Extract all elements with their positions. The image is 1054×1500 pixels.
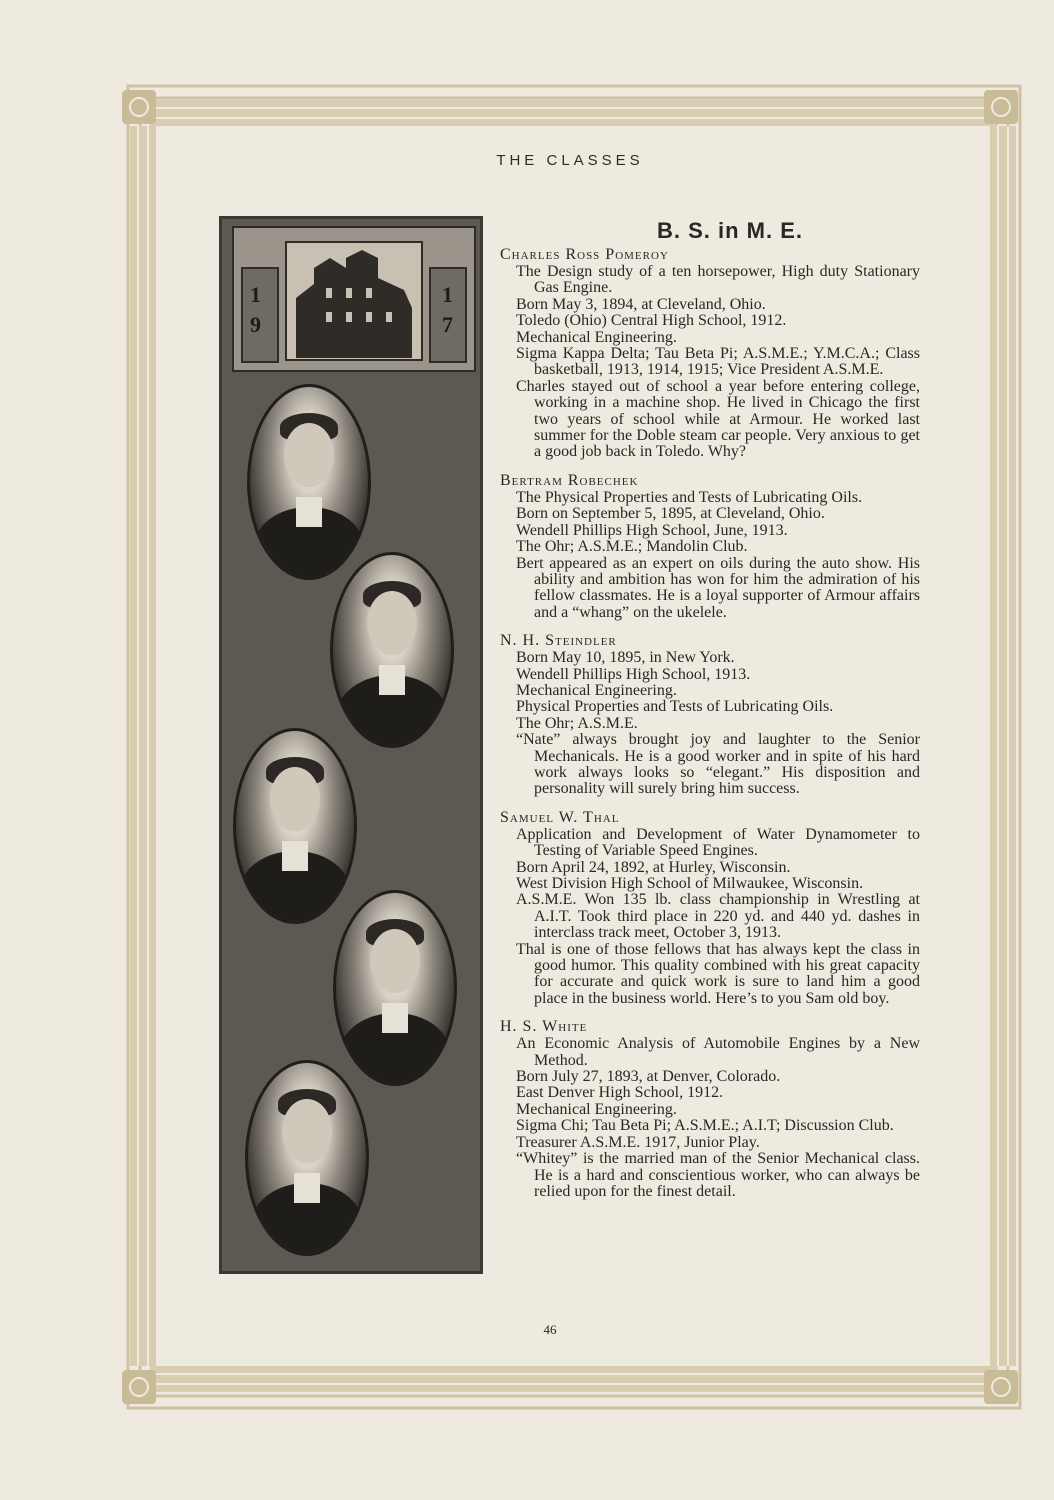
entry-line: Born on September 5, 1895, at Cleveland, Ohio. <box>516 505 825 523</box>
banner-digit: 9 <box>250 312 261 337</box>
entry-line: Treasurer A.S.M.E. 1917, Junior Play. <box>516 1133 760 1151</box>
entry-line: Charles stayed out of school a year before entering college, working in a machine shop. He lived in Chicago the first two years of school while at Armour. He worked last summer for the Doble steam car people. Very anxious to get a good job back in Toledo. Why? <box>516 377 920 461</box>
entry-white <box>500 1018 920 1200</box>
entry-line: Mechanical Engineering. <box>516 1100 677 1118</box>
entry-line: Bert appeared as an expert on oils during the auto show. His ability and ambition has won for him the admiration of his fellow classmates. He is a loyal supporter of Armour affairs and a “whang” on the ukelele. <box>516 554 920 621</box>
entry-line: Born April 24, 1892, at Hurley, Wisconsin. <box>516 858 791 876</box>
portrait-thal <box>333 890 457 1086</box>
entry-line: The Ohr; A.S.M.E.; Mandolin Club. <box>516 538 748 556</box>
page-number: 46 <box>543 1322 557 1337</box>
entry-line: Wendell Phillips High School, 1913. <box>516 665 751 683</box>
banner-digit: 1 <box>250 282 261 307</box>
entry-line: Born July 27, 1893, at Denver, Colorado. <box>516 1068 781 1086</box>
entry-line: “Nate” always brought joy and laughter to the Senior Mechanicals. He is a good worker and in spite of his hard work always looks so “elegant.” His disposition and personality will surely bring him success. <box>516 731 920 798</box>
portrait-steindler <box>233 728 357 924</box>
entry-line: Toledo (Ohio) Central High School, 1912. <box>516 312 787 330</box>
entry-steindler <box>500 632 920 798</box>
entry-line: Application and Development of Water Dynamometer to Testing of Variable Speed Engines. <box>516 825 920 860</box>
entry-line: The Physical Properties and Tests of Lubricating Oils. <box>516 488 863 506</box>
college-building-illustration <box>234 228 474 370</box>
entry-line: Wendell Phillips High School, June, 1913. <box>516 521 788 539</box>
banner-digit: 1 <box>442 282 453 307</box>
entry-name: Charles Ross Pomeroy <box>500 246 669 263</box>
entry-line: East Denver High School, 1912. <box>516 1084 724 1102</box>
entry-line: Mechanical Engineering. <box>516 681 677 699</box>
entry-line: Sigma Kappa Delta; Tau Beta Pi; A.S.M.E.; Y.M.C.A.; Class basketball, 1913, 1914, 1915; Vice President A.S.M.E. <box>516 345 920 379</box>
entry-line: A.S.M.E. Won 135 lb. class championship in Wrestling at A.I.T. Took third place in 220 yd. and 440 yd. dashes in interclass track meet, October 3, 1913. <box>516 891 920 942</box>
entry-line: Mechanical Engineering. <box>516 328 677 346</box>
entry-line: Sigma Chi; Tau Beta Pi; A.S.M.E.; A.I.T; Discussion Club. <box>516 1117 894 1135</box>
section-heading: B. S. in M. E. <box>656 218 803 243</box>
running-head: THE CLASSES <box>496 152 644 169</box>
entry-line: Thal is one of those fellows that has always kept the class in good humor. This quality combined with his great capacity for accurate and quick work is sure to land him a good place in the business world. Here’s to you Sam old boy. <box>516 940 920 1007</box>
portrait-white <box>245 1060 369 1256</box>
entry-line: Physical Properties and Tests of Lubricating Oils. <box>516 698 834 716</box>
entry-line: Born May 3, 1894, at Cleveland, Ohio. <box>516 295 766 313</box>
entry-pomeroy <box>500 246 920 461</box>
entry-name: Bertram Robechek <box>500 471 639 489</box>
entry-line: The Ohr; A.S.M.E. <box>516 714 638 732</box>
entry-line: West Division High School of Milwaukee, Wisconsin. <box>516 875 864 892</box>
entry-line: Born May 10, 1895, in New York. <box>516 649 735 667</box>
biographies-column <box>500 218 920 1211</box>
portrait-robechek <box>330 552 454 748</box>
entry-line: “Whitey” is the married man of the Senior Mechanical class. He is a hard and conscientious worker, who can always be relied upon for the finest detail. <box>516 1150 920 1200</box>
banner-digit: 7 <box>442 312 453 337</box>
entry-name: N. H. Steindler <box>500 632 617 650</box>
portrait-pomeroy <box>247 384 371 580</box>
college-banner-illustration <box>232 226 476 372</box>
entry-robechek <box>500 472 920 621</box>
entry-line: The Design study of a ten horsepower, High duty Stationary Gas Engine. <box>516 263 920 297</box>
entry-name: H. S. White <box>500 1018 588 1036</box>
entry-line: An Economic Analysis of Automobile Engines by a New Method. <box>516 1035 920 1069</box>
entry-name: Samuel W. Thal <box>500 808 620 826</box>
entry-thal <box>500 809 920 1007</box>
